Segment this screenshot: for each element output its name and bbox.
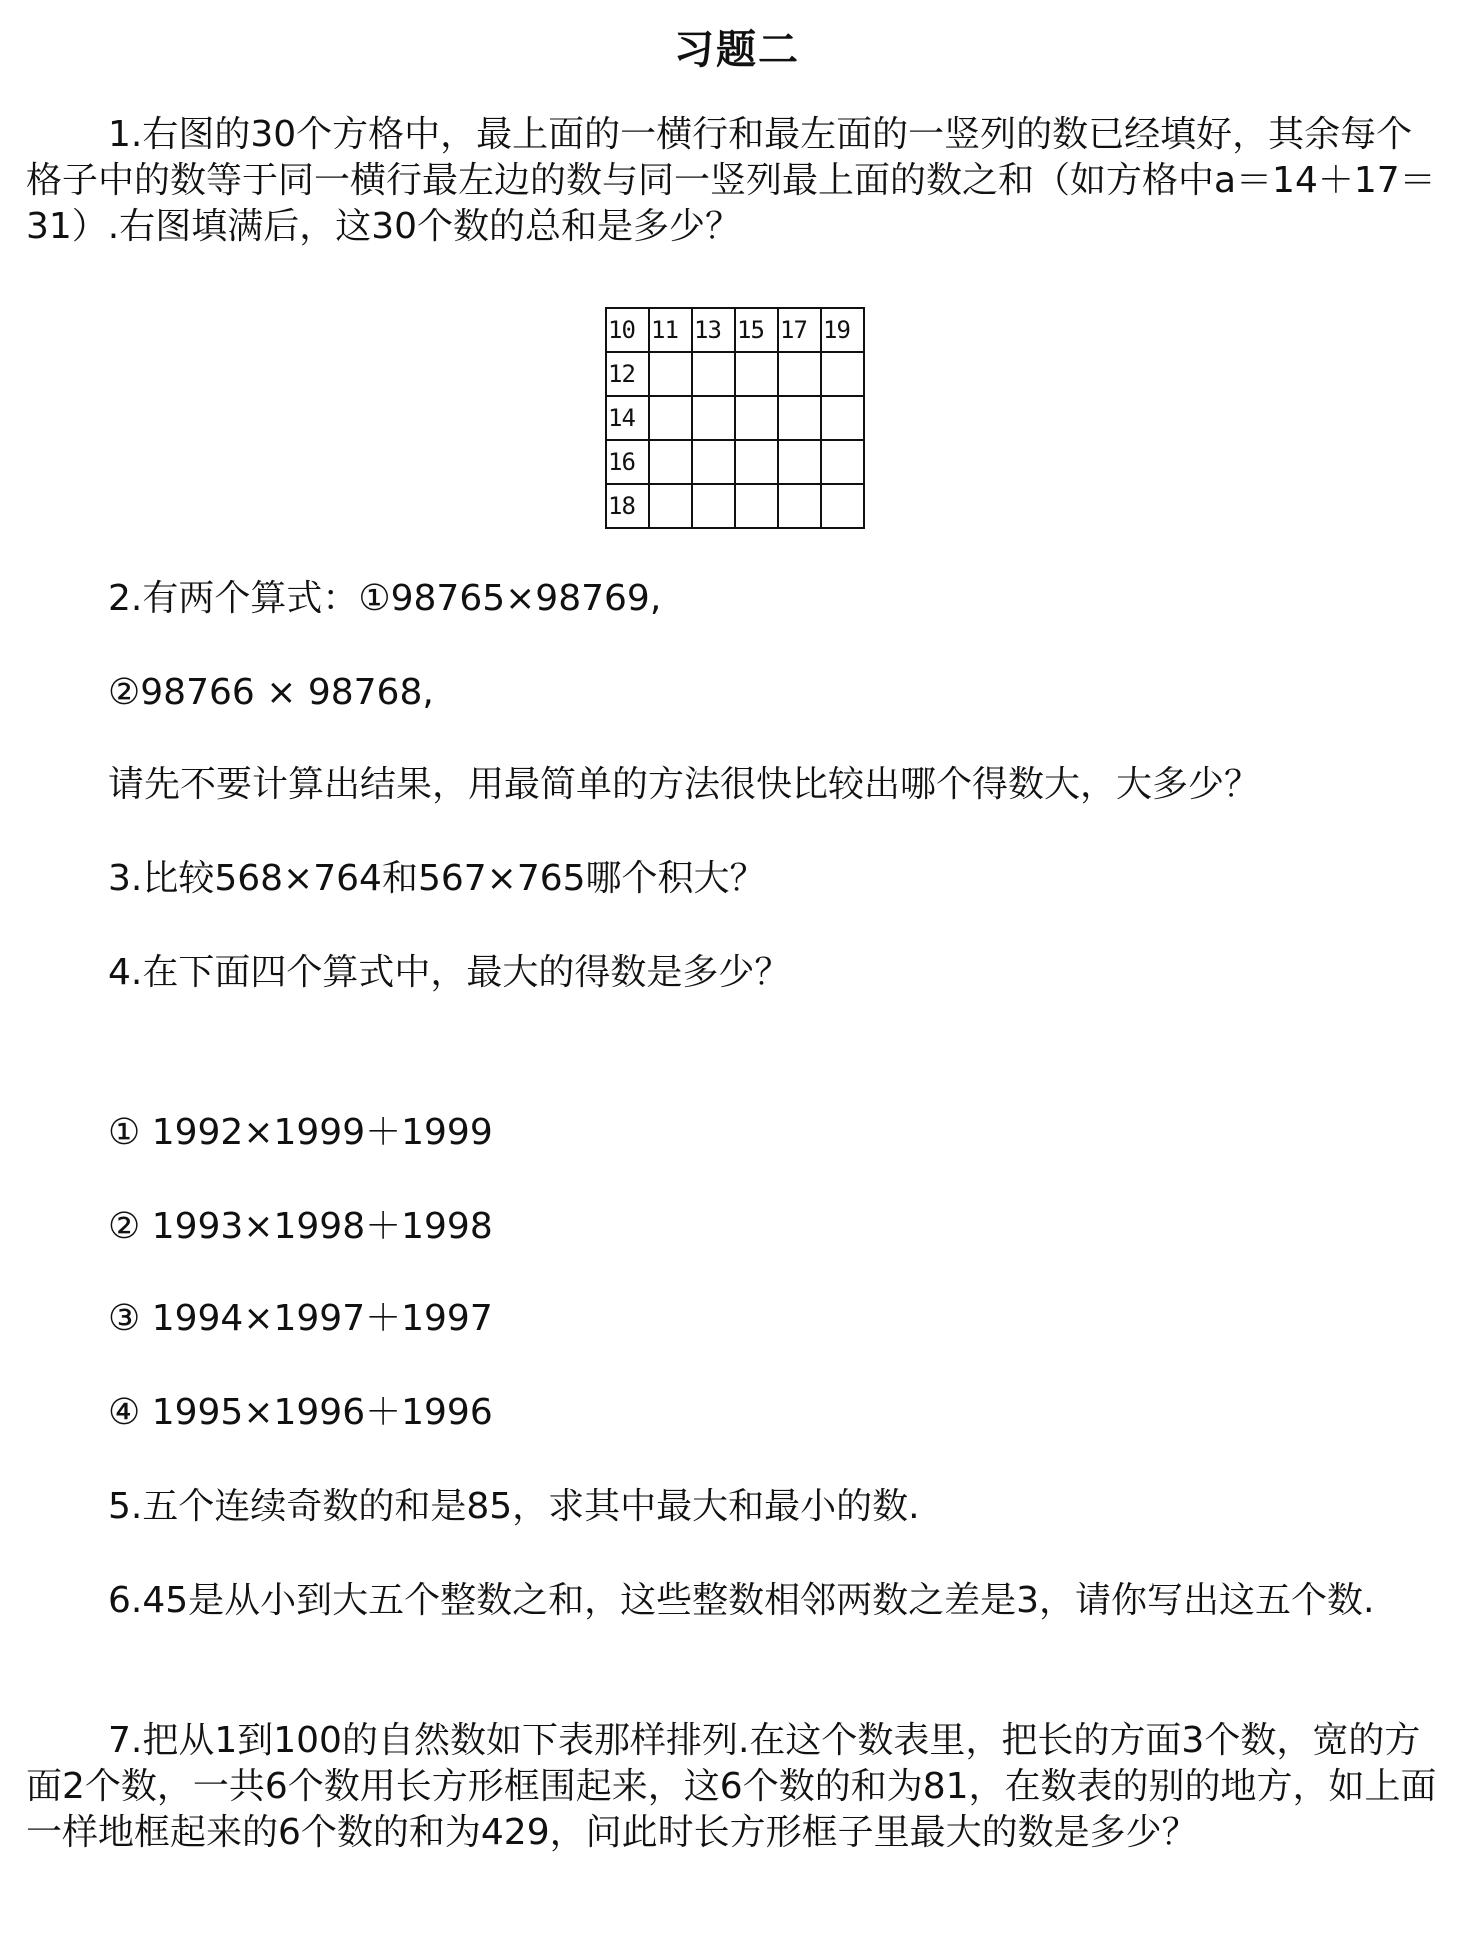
grid-cell xyxy=(778,484,821,528)
grid-cell xyxy=(778,440,821,484)
grid-row xyxy=(606,440,864,484)
grid-row xyxy=(606,352,864,396)
grid-cell: 16 xyxy=(606,440,649,484)
question-2-line-2: ②98766 × 98768, xyxy=(108,672,434,713)
grid-cell: 15 xyxy=(735,308,778,352)
grid-cell: 11 xyxy=(649,308,692,352)
number-grid xyxy=(605,307,865,529)
grid-row xyxy=(606,484,864,528)
question-7: 7.把从1到100的自然数如下表那样排列.在这个数表里，把长的方面3个数，宽的方面2个数，一共6个数用长方形框围起来，这6个数的和为81，在数表的别的地方，如上面一样地框起来的6个数的和为429，问此时长方形框子里最大的数是多少？ xyxy=(26,1720,1437,1853)
grid-cell xyxy=(649,484,692,528)
grid-cell xyxy=(821,396,864,440)
grid-cell xyxy=(692,352,735,396)
grid-cell xyxy=(821,484,864,528)
grid-cell xyxy=(778,396,821,440)
question-2-line-1: 2.有两个算式：①98765×98769, xyxy=(108,578,662,619)
grid-cell xyxy=(735,440,778,484)
grid-cell: 12 xyxy=(606,352,649,396)
question-4-option-4: ④ 1995×1996＋1996 xyxy=(108,1392,493,1433)
question-4-option-1: ① 1992×1999＋1999 xyxy=(108,1112,493,1153)
grid-cell xyxy=(821,440,864,484)
grid-cell xyxy=(692,440,735,484)
question-1: 1.右图的30个方格中，最上面的一横行和最左面的一竖列的数已经填好，其余每个格子中的数等于同一横行最左边的数与同一竖列最上面的数之和（如方格中a＝14＋17＝31）.右图填满后，这30个数的总和是多少？ xyxy=(26,114,1436,247)
grid-cell: 18 xyxy=(606,484,649,528)
grid-cell xyxy=(649,440,692,484)
grid-cell xyxy=(649,396,692,440)
grid-cell xyxy=(692,396,735,440)
grid-cell: 17 xyxy=(778,308,821,352)
grid-cell xyxy=(649,352,692,396)
grid-cell: 14 xyxy=(606,396,649,440)
grid-cell xyxy=(821,352,864,396)
question-6: 6.45是从小到大五个整数之和，这些整数相邻两数之差是3，请你写出这五个数. xyxy=(108,1580,1375,1621)
grid-cell: 19 xyxy=(821,308,864,352)
grid-cell xyxy=(692,484,735,528)
grid-row xyxy=(606,396,864,440)
grid-cell xyxy=(735,352,778,396)
question-4: 4.在下面四个算式中，最大的得数是多少？ xyxy=(108,952,791,993)
question-2-line-3: 请先不要计算出结果，用最简单的方法很快比较出哪个得数大，大多少？ xyxy=(108,764,1261,805)
grid-cell: 10 xyxy=(606,308,649,352)
grid-cell xyxy=(778,352,821,396)
question-4-option-2: ② 1993×1998＋1998 xyxy=(108,1206,493,1247)
grid-cell: 13 xyxy=(692,308,735,352)
question-5: 5.五个连续奇数的和是85，求其中最大和最小的数. xyxy=(108,1486,920,1527)
page-title: 习题二 xyxy=(674,27,800,73)
grid-cell xyxy=(735,396,778,440)
grid-cell xyxy=(735,484,778,528)
question-3: 3.比较568×764和567×765哪个积大？ xyxy=(108,858,766,899)
question-4-option-3: ③ 1994×1997＋1997 xyxy=(108,1298,493,1339)
grid-row xyxy=(606,308,864,352)
